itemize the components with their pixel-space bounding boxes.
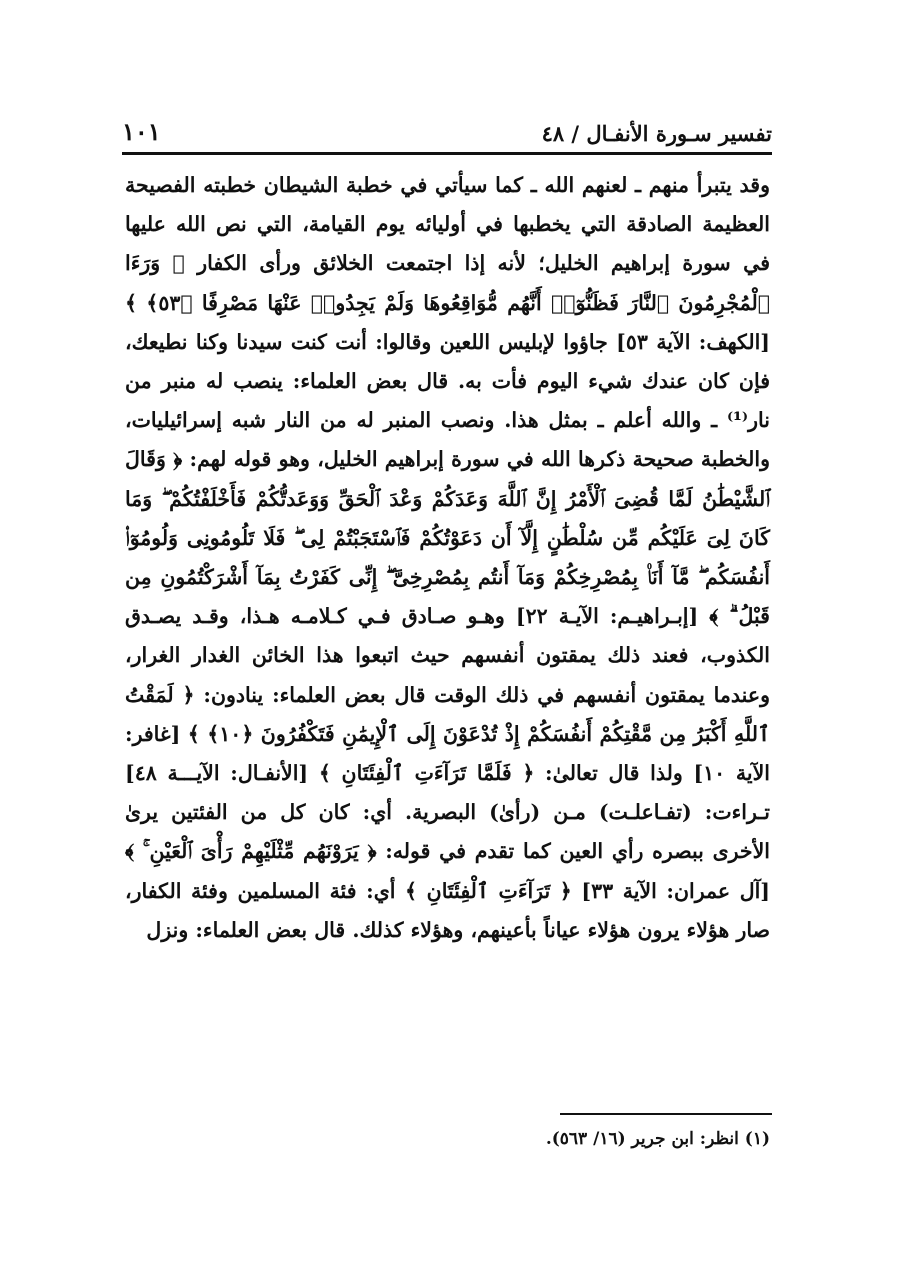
footnote: (١) انظر: ابن جرير (١٦/ ٥٦٣). bbox=[545, 1129, 770, 1149]
header-divider bbox=[122, 152, 772, 155]
page-number: ١٠١ bbox=[122, 117, 161, 146]
main-text-block bbox=[125, 166, 770, 950]
page-header bbox=[122, 104, 772, 150]
body-paragraph: وقد يتبرأ منهم ـ لعنهم الله ـ كما سيأتي في خطبة الشيطان خطبته الفصيحة العظيمة الصادقة التي يخطبها في أوليائه يوم القيامة، التي نص الله عليها في سورة إبراهيم الخليل؛ لأنه إذا اجتمعت الخلائق ورأى الكفار ﴿ وَرَءَا ٱلْمُجْرِمُونَ ٱلنَّارَ فَظَنُّوٓا۟ أَنَّهُم مُّوَاقِعُوهَا وَلَمْ يَجِدُوا۟ عَنْهَا مَصْرِفًا ﴿٥٣﴾ ﴾ [الكهف: الآية ٥٣] جاؤوا لإبليس اللعين وقالوا: أنت كنت سيدنا وكنا نطيعك، فإن كان عندك شيء اليوم فأت به. قال بعض العلماء: ينصب له منبر من نار⁽¹⁾ ـ والله أعلم ـ بمثل هذا. ونصب المنبر له من النار شبه إسرائيليات، والخطبة صحيحة ذكرها الله في سورة إبراهيم الخليل، وهو قوله لهم: ﴿ وَقَالَ ٱلشَّيْطَٰنُ لَمَّا قُضِىَ ٱلْأَمْرُ إِنَّ ٱللَّهَ وَعَدَكُمْ وَعْدَ ٱلْحَقِّ وَوَعَدتُّكُمْ فَأَخْلَفْتُكُمْ ۖ وَمَا كَانَ لِىَ عَلَيْكُم مِّن سُلْطَٰنٍ إِلَّآ أَن دَعَوْتُكُمْ فَٱسْتَجَبْتُمْ لِى ۖ فَلَا تَلُومُونِى وَلُومُوٓا۟ أَنفُسَكُم ۖ مَّآ أَنَا۠ بِمُصْرِخِكُمْ وَمَآ أَنتُم بِمُصْرِخِىَّ ۖ إِنِّى كَفَرْتُ بِمَآ أَشْرَكْتُمُونِ مِن قَبْلُ ۗ ﴾ [إبـراهيـم: الآيـة ٢٢] وهـو صـادق فـي كـلامـه هـذا، وقـد يصـدق الكذوب، فعند ذلك يمقتون أنفسهم حيث اتبعوا هذا الخائن الغدار الغرار، وعندما يمقتون أنفسهم في ذلك الوقت قال بعض العلماء: ينادون: ﴿ لَمَقْتُ ٱللَّهِ أَكْبَرُ مِن مَّقْتِكُمْ أَنفُسَكُمْ إِذْ تُدْعَوْنَ إِلَى ٱلْإِيمَٰنِ فَتَكْفُرُونَ ﴿١٠﴾ ﴾ [غافر: الآية ١٠] ولذا قال تعالىٰ: ﴿ فَلَمَّا تَرَآءَتِ ٱلْفِئَتَانِ ﴾ [الأنفـال: الآيـــة ٤٨] تـراءت: (تفـاعلـت) مـن (رأىٰ) البصرية. أي: كان كل من الفئتين يرىٰ الأخرى ببصره رأي العين كما تقدم في قوله: ﴿ يَرَوْنَهُم مِّثْلَيْهِمْ رَأْىَ ٱلْعَيْنِ ۚ ﴾ [آل عمران: الآية ٣٣] ﴿ تَرَآءَتِ ٱلْفِئَتَانِ ﴾ أي: فئة المسلمين وفئة الكفار، صار هؤلاء يرون هؤلاء عياناً بأعينهم، وهؤلاء كذلك. قال بعض العلماء: ونزل bbox=[125, 173, 771, 942]
footnote-divider bbox=[560, 1113, 772, 1115]
running-header-title: تفسير سـورة الأنفـال / ٤٨ bbox=[541, 121, 772, 146]
